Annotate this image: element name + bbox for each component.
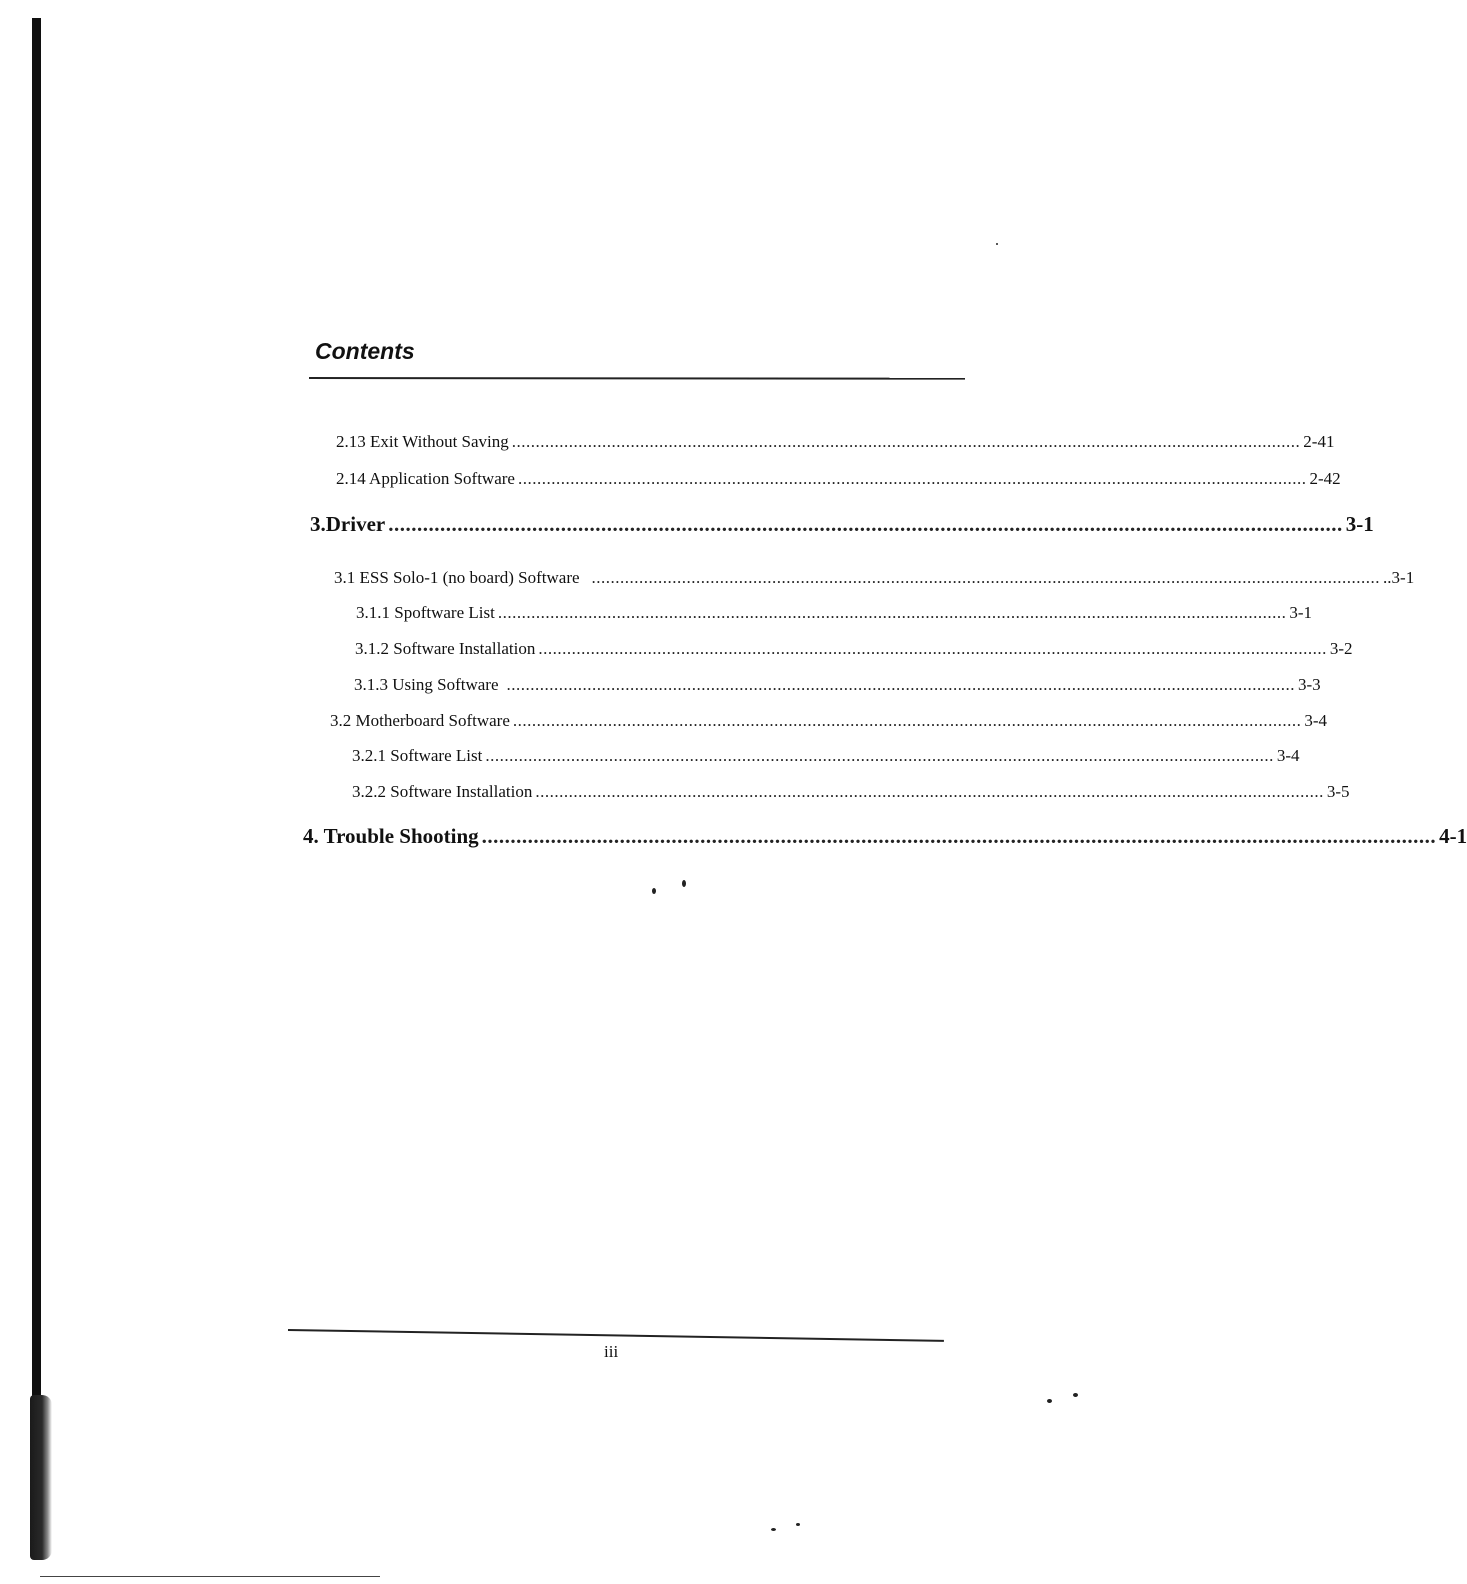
toc-page: 2-42 — [1309, 469, 1341, 488]
toc-page: 3-1 — [1289, 603, 1312, 622]
toc-page: 3-2 — [1329, 639, 1353, 658]
scan-speck — [1047, 1399, 1052, 1403]
toc-label: 3.2 Motherboard Software — [330, 711, 510, 730]
toc-leader: ...................................................................................................................................................................... — [481, 824, 1437, 848]
toc-page: 3-5 — [1326, 782, 1350, 801]
scan-speck — [796, 1523, 800, 1526]
toc-entry[interactable] — [352, 782, 1350, 802]
toc-entry[interactable] — [336, 469, 1341, 489]
toc-page: 3-3 — [1297, 675, 1321, 694]
scan-speck — [1073, 1393, 1078, 1397]
toc-leader: ...................................................................................................................................................................... — [538, 639, 1327, 658]
toc-label: 3.1.1 Spoftware List — [356, 603, 495, 622]
toc-entry[interactable] — [334, 568, 1415, 588]
toc-leader: ...................................................................................................................................................................... — [506, 675, 1295, 694]
toc-page: 2-41 — [1303, 432, 1335, 451]
toc-entry[interactable] — [310, 512, 1374, 537]
toc-label: 2.14 Application Software — [336, 469, 515, 488]
toc-entry[interactable] — [352, 746, 1300, 766]
toc-entry[interactable] — [303, 824, 1467, 849]
toc-page: 3-1 — [1345, 512, 1374, 536]
toc-page: 4-1 — [1439, 824, 1467, 848]
toc-label: 4. Trouble Shooting — [303, 824, 479, 848]
footer-rule — [288, 1329, 944, 1342]
scan-speck — [682, 880, 686, 887]
toc-leader: ...................................................................................................................................................................... — [512, 711, 1302, 730]
contents-heading: Contents — [315, 338, 415, 364]
toc-label: 3.1.3 Using Software — [354, 675, 499, 694]
toc-leader: ...................................................................................................................................................................... — [511, 432, 1301, 451]
scan-edge-bar — [32, 18, 41, 1558]
toc-leader: ...................................................................................................................................................................... — [497, 603, 1287, 622]
scan-speck — [771, 1528, 776, 1531]
header-rule — [309, 377, 965, 380]
toc-entry[interactable] — [356, 603, 1312, 623]
toc-entry[interactable] — [330, 711, 1328, 731]
scan-speck — [996, 243, 998, 245]
toc-leader: ...................................................................................................................................................................... — [388, 512, 1343, 536]
toc-page: ..3-1 — [1383, 568, 1415, 587]
toc-label: 3.1 ESS Solo-1 (no board) Software — [334, 568, 580, 587]
toc-page: 3-4 — [1304, 711, 1328, 730]
scan-edge-blot — [30, 1395, 52, 1560]
toc-label: 2.13 Exit Without Saving — [336, 432, 509, 451]
toc-leader: ...................................................................................................................................................................... — [517, 469, 1307, 488]
toc-leader: ...................................................................................................................................................................... — [591, 568, 1381, 587]
scan-bottom-line — [40, 1576, 380, 1577]
scan-speck — [652, 888, 656, 894]
toc-page: 3-4 — [1276, 746, 1300, 765]
toc-leader: ...................................................................................................................................................................... — [535, 782, 1324, 801]
toc-leader: ...................................................................................................................................................................... — [485, 746, 1274, 765]
toc-label: 3.2.2 Software Installation — [352, 782, 533, 801]
toc-label: 3.1.2 Software Installation — [355, 639, 536, 658]
page-number: iii — [604, 1342, 619, 1361]
toc-entry[interactable] — [354, 675, 1321, 695]
toc-entry[interactable] — [336, 432, 1335, 452]
toc-entry[interactable] — [355, 639, 1353, 659]
toc-label: 3.Driver — [310, 512, 386, 536]
toc-label: 3.2.1 Software List — [352, 746, 483, 765]
